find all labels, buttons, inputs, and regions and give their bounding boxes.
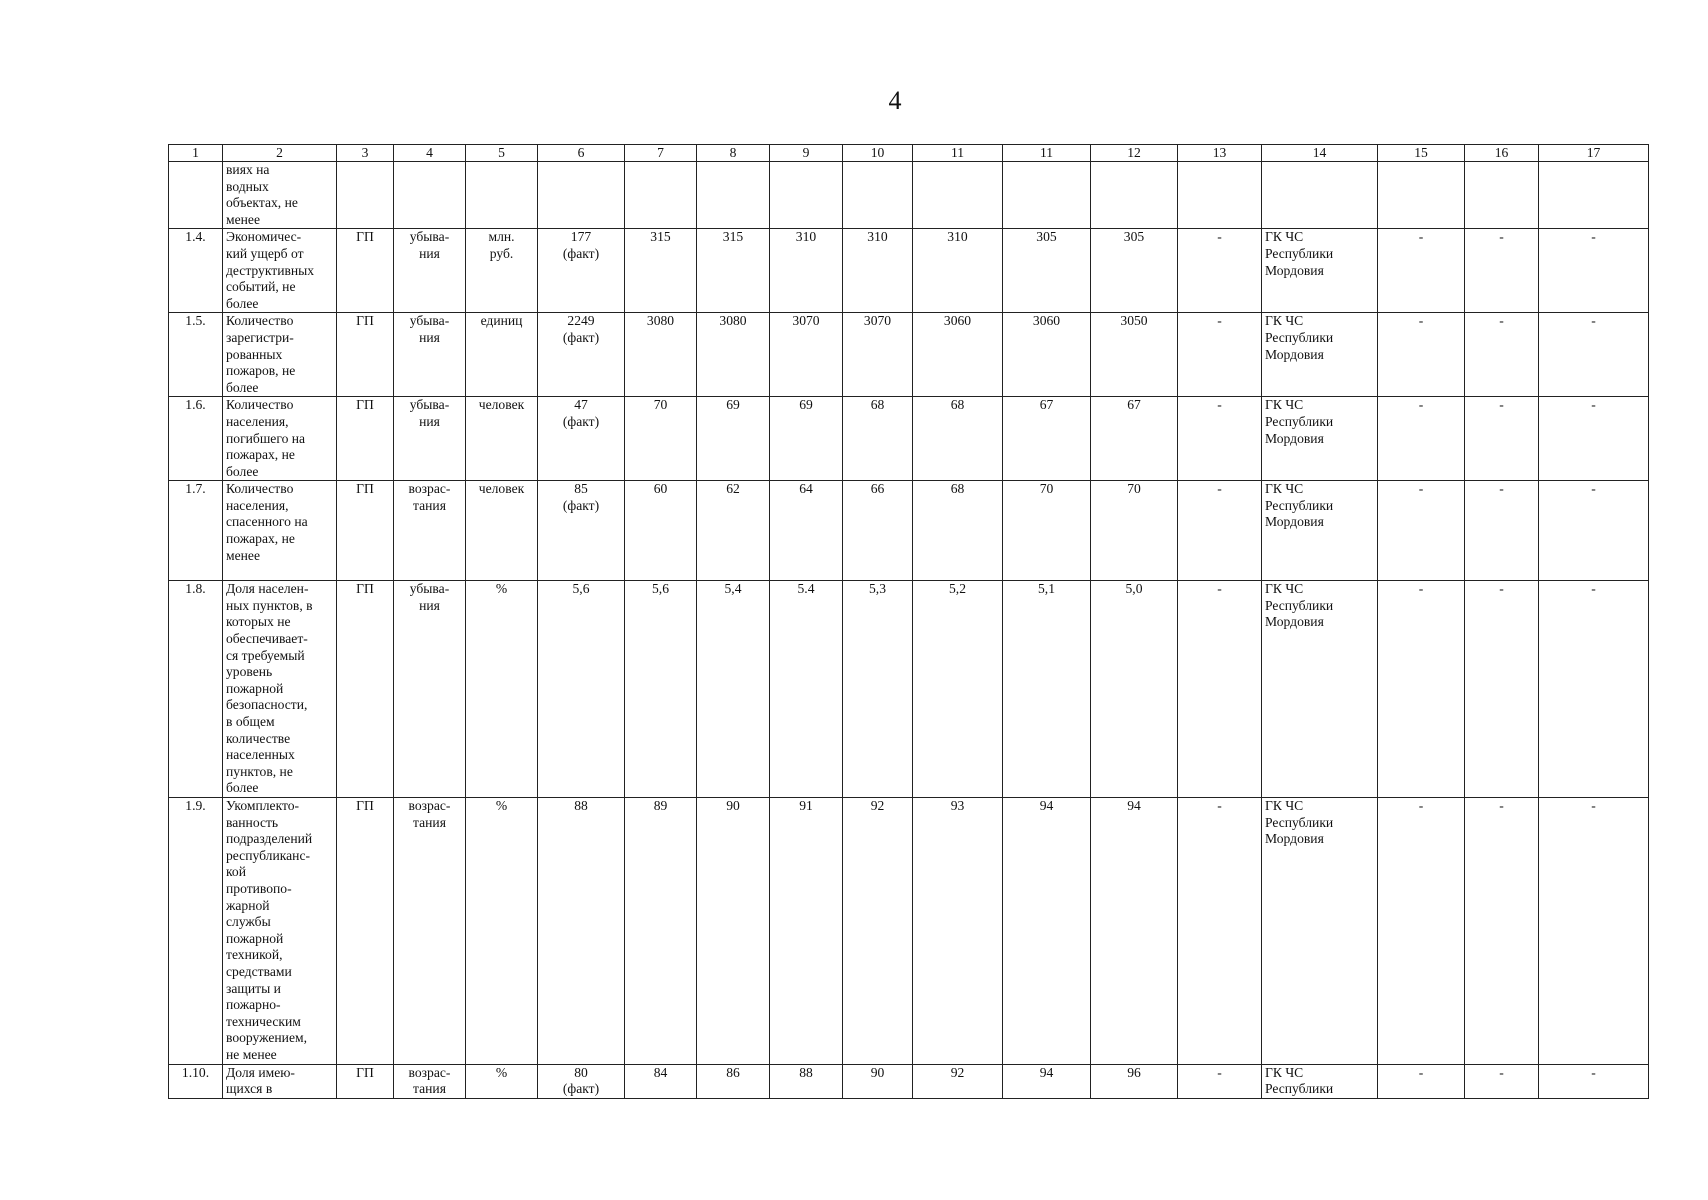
column-16-cell: -: [1465, 481, 1539, 581]
indicator-type-cell: ГП: [337, 229, 394, 313]
trend-cell: [394, 162, 466, 229]
year-value-cell: 86: [697, 1064, 770, 1098]
table-row: [169, 313, 1649, 397]
indicator-name-cell: Доля населен- ных пунктов, в которых не обеспечивает- ся требуемый уровень пожарной безопасности, в общем количестве населенных пунктов, не более: [223, 581, 337, 798]
base-value-cell: 88: [538, 798, 625, 1065]
year-value-cell: 67: [1091, 397, 1178, 481]
trend-cell: убыва- ния: [394, 313, 466, 397]
row-number-cell: 1.4.: [169, 229, 223, 313]
table-row: [169, 798, 1649, 1065]
indicator-type-cell: ГП: [337, 313, 394, 397]
year-value-cell: 69: [770, 397, 843, 481]
responsible-cell: ГК ЧС Республики Мордовия: [1262, 397, 1378, 481]
base-value-cell: 2249 (факт): [538, 313, 625, 397]
year-value-cell: 305: [1003, 229, 1091, 313]
year-value-cell: 315: [625, 229, 697, 313]
column-13-cell: -: [1178, 481, 1262, 581]
year-value-cell: 64: [770, 481, 843, 581]
year-value-cell: 60: [625, 481, 697, 581]
year-value-cell: 68: [913, 397, 1003, 481]
year-value-cell: 84: [625, 1064, 697, 1098]
year-value-cell: 70: [1003, 481, 1091, 581]
year-value-cell: 91: [770, 798, 843, 1065]
responsible-cell: ГК ЧС Республики Мордовия: [1262, 313, 1378, 397]
year-value-cell: [770, 162, 843, 229]
indicators-table: [168, 144, 1649, 1099]
table-row: [169, 397, 1649, 481]
year-value-cell: 3050: [1091, 313, 1178, 397]
column-15-cell: -: [1378, 581, 1465, 798]
year-value-cell: 5,2: [913, 581, 1003, 798]
row-number-cell: 1.7.: [169, 481, 223, 581]
trend-cell: возрас- тания: [394, 798, 466, 1065]
indicator-name-cell: Количество зарегистри- рованных пожаров, не более: [223, 313, 337, 397]
year-value-cell: 70: [625, 397, 697, 481]
year-value-cell: 70: [1091, 481, 1178, 581]
year-value-cell: [1003, 162, 1091, 229]
column-header: 8: [697, 145, 770, 162]
indicator-type-cell: ГП: [337, 1064, 394, 1098]
column-17-cell: -: [1539, 481, 1649, 581]
column-header: 10: [843, 145, 913, 162]
row-number-cell: 1.9.: [169, 798, 223, 1065]
trend-cell: возрас- тания: [394, 481, 466, 581]
row-number-cell: [169, 162, 223, 229]
column-16-cell: -: [1465, 313, 1539, 397]
column-16-cell: -: [1465, 798, 1539, 1065]
year-value-cell: 3060: [913, 313, 1003, 397]
year-value-cell: 68: [843, 397, 913, 481]
indicator-type-cell: [337, 162, 394, 229]
year-value-cell: 88: [770, 1064, 843, 1098]
year-value-cell: 5,4: [697, 581, 770, 798]
responsible-cell: [1262, 162, 1378, 229]
year-value-cell: 69: [697, 397, 770, 481]
column-header: 16: [1465, 145, 1539, 162]
column-header: 14: [1262, 145, 1378, 162]
indicator-type-cell: ГП: [337, 581, 394, 798]
column-header: 4: [394, 145, 466, 162]
base-value-cell: 85 (факт): [538, 481, 625, 581]
column-header: 2: [223, 145, 337, 162]
column-17-cell: -: [1539, 581, 1649, 798]
year-value-cell: 92: [913, 1064, 1003, 1098]
responsible-cell: ГК ЧС Республики Мордовия: [1262, 481, 1378, 581]
base-value-cell: 5,6: [538, 581, 625, 798]
year-value-cell: 94: [1003, 1064, 1091, 1098]
column-15-cell: [1378, 162, 1465, 229]
indicator-type-cell: ГП: [337, 397, 394, 481]
column-15-cell: -: [1378, 313, 1465, 397]
column-13-cell: -: [1178, 798, 1262, 1065]
year-value-cell: [625, 162, 697, 229]
year-value-cell: 67: [1003, 397, 1091, 481]
year-value-cell: 92: [843, 798, 913, 1065]
indicator-name-cell: виях на водных объектах, не менее: [223, 162, 337, 229]
responsible-cell: ГК ЧС Республики Мордовия: [1262, 581, 1378, 798]
year-value-cell: 305: [1091, 229, 1178, 313]
indicator-name-cell: Количество населения, погибшего на пожарах, не более: [223, 397, 337, 481]
trend-cell: убыва- ния: [394, 397, 466, 481]
column-13-cell: -: [1178, 229, 1262, 313]
column-15-cell: -: [1378, 397, 1465, 481]
column-header: 1: [169, 145, 223, 162]
unit-cell: %: [466, 581, 538, 798]
column-17-cell: [1539, 162, 1649, 229]
column-17-cell: -: [1539, 798, 1649, 1065]
year-value-cell: [1091, 162, 1178, 229]
table-row: [169, 581, 1649, 798]
base-value-cell: [538, 162, 625, 229]
year-value-cell: 315: [697, 229, 770, 313]
base-value-cell: 47 (факт): [538, 397, 625, 481]
column-header: 9: [770, 145, 843, 162]
row-number-cell: 1.10.: [169, 1064, 223, 1098]
year-value-cell: 66: [843, 481, 913, 581]
unit-cell: %: [466, 798, 538, 1065]
year-value-cell: 310: [770, 229, 843, 313]
year-value-cell: [913, 162, 1003, 229]
column-header: 17: [1539, 145, 1649, 162]
unit-cell: человек: [466, 481, 538, 581]
table-row: [169, 162, 1649, 229]
year-value-cell: 89: [625, 798, 697, 1065]
year-value-cell: 62: [697, 481, 770, 581]
indicator-name-cell: Экономичес- кий ущерб от деструктивных событий, не более: [223, 229, 337, 313]
year-value-cell: 3080: [697, 313, 770, 397]
column-17-cell: -: [1539, 229, 1649, 313]
indicator-type-cell: ГП: [337, 481, 394, 581]
column-header: 11: [1003, 145, 1091, 162]
column-13-cell: -: [1178, 1064, 1262, 1098]
trend-cell: убыва- ния: [394, 581, 466, 798]
table-header-row: [169, 145, 1649, 162]
year-value-cell: 68: [913, 481, 1003, 581]
row-number-cell: 1.6.: [169, 397, 223, 481]
year-value-cell: 90: [843, 1064, 913, 1098]
column-16-cell: -: [1465, 229, 1539, 313]
column-15-cell: -: [1378, 798, 1465, 1065]
row-number-cell: 1.5.: [169, 313, 223, 397]
year-value-cell: 5,6: [625, 581, 697, 798]
column-header: 5: [466, 145, 538, 162]
year-value-cell: 5,0: [1091, 581, 1178, 798]
column-15-cell: -: [1378, 229, 1465, 313]
responsible-cell: ГК ЧС Республики Мордовия: [1262, 229, 1378, 313]
column-16-cell: -: [1465, 397, 1539, 481]
year-value-cell: 3080: [625, 313, 697, 397]
trend-cell: убыва- ния: [394, 229, 466, 313]
year-value-cell: 94: [1091, 798, 1178, 1065]
column-header: 7: [625, 145, 697, 162]
responsible-cell: ГК ЧС Республики Мордовия: [1262, 798, 1378, 1065]
year-value-cell: 3070: [770, 313, 843, 397]
column-17-cell: -: [1539, 397, 1649, 481]
year-value-cell: [843, 162, 913, 229]
unit-cell: %: [466, 1064, 538, 1098]
unit-cell: [466, 162, 538, 229]
indicator-name-cell: Доля имею- щихся в: [223, 1064, 337, 1098]
base-value-cell: 80 (факт): [538, 1064, 625, 1098]
year-value-cell: 310: [913, 229, 1003, 313]
base-value-cell: 177 (факт): [538, 229, 625, 313]
page-number: 4: [888, 86, 902, 115]
responsible-cell: ГК ЧС Республики: [1262, 1064, 1378, 1098]
table-row: [169, 481, 1649, 581]
indicator-name-cell: Количество населения, спасенного на пожарах, не менее: [223, 481, 337, 581]
year-value-cell: 5,3: [843, 581, 913, 798]
unit-cell: человек: [466, 397, 538, 481]
column-17-cell: -: [1539, 313, 1649, 397]
column-13-cell: -: [1178, 397, 1262, 481]
year-value-cell: 310: [843, 229, 913, 313]
year-value-cell: 3070: [843, 313, 913, 397]
row-number-cell: 1.8.: [169, 581, 223, 798]
year-value-cell: [697, 162, 770, 229]
column-16-cell: -: [1465, 581, 1539, 798]
year-value-cell: 94: [1003, 798, 1091, 1065]
column-header: 12: [1091, 145, 1178, 162]
column-header: 11: [913, 145, 1003, 162]
year-value-cell: 5,1: [1003, 581, 1091, 798]
column-header: 6: [538, 145, 625, 162]
column-17-cell: -: [1539, 1064, 1649, 1098]
column-header: 15: [1378, 145, 1465, 162]
column-15-cell: -: [1378, 481, 1465, 581]
year-value-cell: 5.4: [770, 581, 843, 798]
column-header: 3: [337, 145, 394, 162]
column-13-cell: -: [1178, 581, 1262, 798]
column-16-cell: [1465, 162, 1539, 229]
column-13-cell: -: [1178, 313, 1262, 397]
unit-cell: единиц: [466, 313, 538, 397]
year-value-cell: 96: [1091, 1064, 1178, 1098]
indicator-name-cell: Укомплекто- ванность подразделений республиканс- кой противопо- жарной службы пожарной техникой, средствами защиты и пожарно- техническим вооружением, не менее: [223, 798, 337, 1065]
table-row: [169, 229, 1649, 313]
column-13-cell: [1178, 162, 1262, 229]
column-header: 13: [1178, 145, 1262, 162]
year-value-cell: 3060: [1003, 313, 1091, 397]
year-value-cell: 93: [913, 798, 1003, 1065]
indicator-type-cell: ГП: [337, 798, 394, 1065]
unit-cell: млн. руб.: [466, 229, 538, 313]
table-row: [169, 1064, 1649, 1098]
column-16-cell: -: [1465, 1064, 1539, 1098]
trend-cell: возрас- тания: [394, 1064, 466, 1098]
year-value-cell: 90: [697, 798, 770, 1065]
column-15-cell: -: [1378, 1064, 1465, 1098]
